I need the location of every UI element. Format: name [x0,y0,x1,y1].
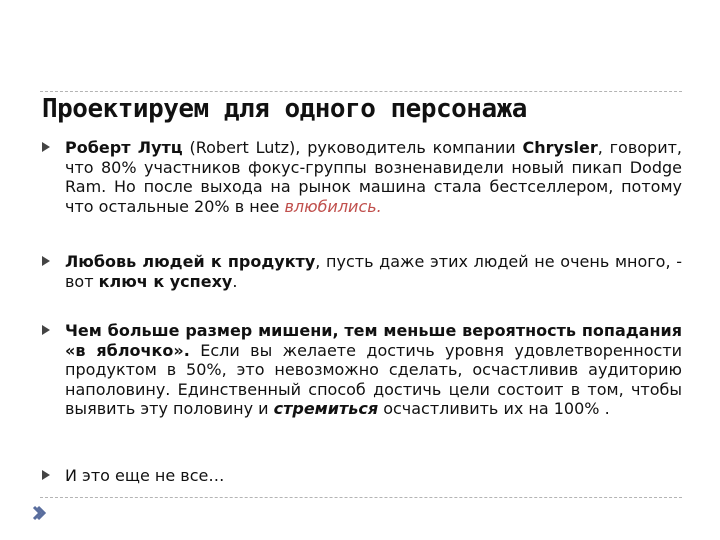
triangle-right-icon [42,325,50,335]
bullet-plain: . [232,271,238,291]
slide-nav-icon[interactable] [32,505,46,521]
list-item [40,321,682,419]
triangle-right-icon [42,470,50,480]
bullet-text [65,252,682,291]
bullet-plain: И это еще не все… [65,466,225,485]
list-item [40,138,682,216]
bullet-bold-italic: стремиться [273,399,379,418]
bullet-bold: Chrysler [522,138,598,157]
bullet-plain: (Robert Lutz), руководитель компании [182,138,523,157]
bullet-bold: Любовь людей к продукту [65,252,316,271]
bullet-plain: Если вы желаете достичь уровня удовлетворенности продуктом в 50%, это невозможно сделать, осчастливив аудиторию наполовину. Единственный способ достичь цели состоит в том, чтобы выявить эту половину и [65,340,683,418]
triangle-right-icon [42,142,50,152]
bullet-accent: влюбились. [284,196,382,216]
triangle-right-icon [42,256,50,266]
bullet-plain: осчастливить их на 100% . [378,399,610,418]
bullet-text [65,321,682,419]
list-item [40,466,682,486]
slide-title: Проектируем для одного персонажа [42,94,527,124]
bullet-plain: , говорит, что 80% участников фокус-группы возненавидели новый пикап Dodge Ram. Но после выхода на рынок машина стала бестселлером, потому что остальные 20% в нее [65,138,682,216]
bullet-text [65,138,682,216]
bullet-bold: Чем больше размер мишени, тем меньше вероятность попадания «в яблочко». [65,321,682,360]
bullet-bold: ключ к успеху [98,271,233,291]
bullet-plain: , пусть даже этих людей не очень много, - вот [65,252,682,291]
bullet-bold: Роберт Лутц [65,138,183,157]
bottom-divider [40,497,682,498]
bullet-text [65,466,682,486]
list-item [40,252,682,291]
top-divider [40,91,682,92]
